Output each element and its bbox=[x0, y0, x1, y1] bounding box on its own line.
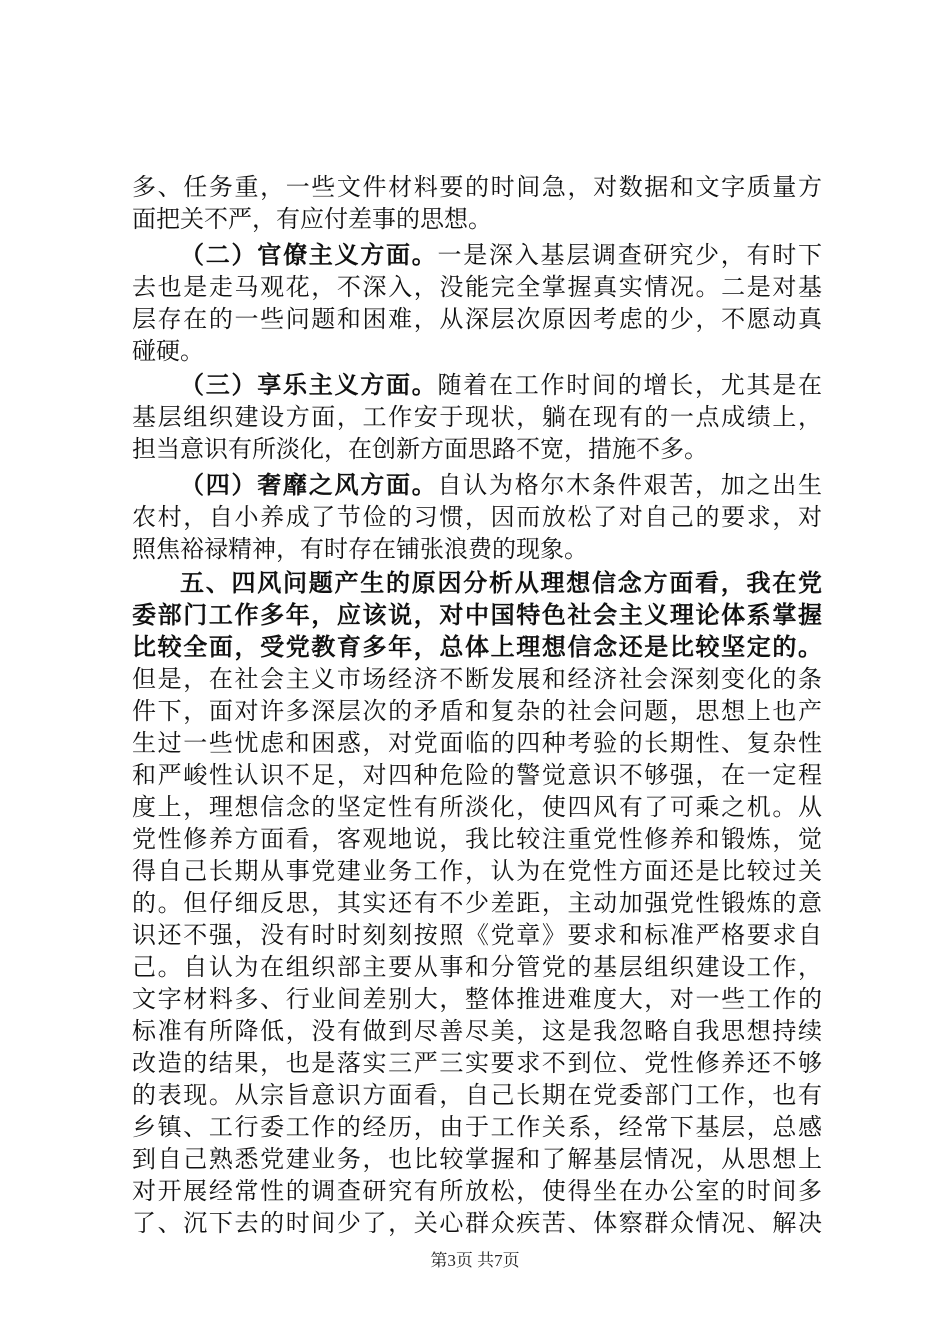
page-number: 第3页 共7页 bbox=[430, 1251, 520, 1270]
bold-text-line: 委部门工作多年，应该说，对中国特色社会主义理论体系掌握 bbox=[132, 601, 822, 629]
text-line: 多、任务重，一些文件材料要的时间急，对数据和文字质量方 bbox=[132, 173, 822, 201]
text-line: 识还不强，没有时时刻刻按照《党章》要求和标准严格要求自 bbox=[132, 921, 822, 949]
text-line: 党性修养方面看，客观地说，我比较注重党性修养和锻炼，觉 bbox=[132, 825, 822, 853]
section-heading: （四）奢靡之风方面。 bbox=[180, 471, 438, 499]
section-heading: （二）官僚主义方面。 bbox=[180, 241, 438, 269]
text-line: 去也是走马观花，不深入，没能完全掌握真实情况。二是对基 bbox=[132, 273, 822, 301]
section-heading: 五、四风问题产生的原因分析从理想信念方面看，我在党 bbox=[180, 569, 822, 597]
text-line: 照焦裕禄精神，有时存在铺张浪费的现象。 bbox=[132, 535, 588, 563]
text-line: 己。自认为在组织部主要从事和分管党的基层组织建设工作， bbox=[132, 953, 822, 981]
text-line: 面把关不严，有应付差事的思想。 bbox=[132, 205, 492, 233]
text-line: 乡镇、工行委工作的经历，由于工作关系，经常下基层，总感 bbox=[132, 1113, 822, 1141]
text-line: 度上，理想信念的坚定性有所淡化，使四风有了可乘之机。从 bbox=[132, 793, 822, 821]
text-line: 的。但仔细反思，其实还有不少差距，主动加强党性锻炼的意 bbox=[132, 889, 822, 917]
text-line: 改造的结果，也是落实三严三实要求不到位、党性修养还不够 bbox=[132, 1049, 822, 1077]
text-line: 碰硬。 bbox=[132, 337, 204, 365]
text-line: 到自己熟悉党建业务，也比较掌握和了解基层情况，从思想上 bbox=[132, 1145, 822, 1173]
text-line: 文字材料多、行业间差别大，整体推进难度大，对一些工作的 bbox=[132, 985, 822, 1013]
text-line: 层存在的一些问题和困难，从深层次原因考虑的少，不愿动真 bbox=[132, 305, 822, 333]
section-heading-line: （四）奢靡之风方面。自认为格尔木条件艰苦，加之出生 bbox=[180, 471, 822, 499]
text-line: 了、沉下去的时间少了，关心群众疾苦、体察群众情况、解决 bbox=[132, 1209, 822, 1237]
section-heading-line bbox=[180, 568, 822, 600]
text-line: 但是，在社会主义市场经济不断发展和经济社会深刻变化的条 bbox=[132, 665, 822, 693]
text-line: 担当意识有所淡化，在创新方面思路不宽，措施不多。 bbox=[132, 435, 708, 463]
text-line: 和严峻性认识不足，对四种危险的警觉意识不够强，在一定程 bbox=[132, 761, 822, 789]
text-line: 的表现。从宗旨意识方面看，自己长期在党委部门工作，也有 bbox=[132, 1081, 822, 1109]
text-line: 基层组织建设方面，工作安于现状，躺在现有的一点成绩上， bbox=[132, 403, 822, 431]
section-heading-line: （二）官僚主义方面。一是深入基层调查研究少，有时下 bbox=[180, 241, 822, 269]
text-line: 生过一些忧虑和困惑，对党面临的四种考验的长期性、复杂性 bbox=[132, 729, 822, 757]
text-line: 得自己长期从事党建业务工作，认为在党性方面还是比较过关 bbox=[132, 857, 822, 885]
section-heading: （三）享乐主义方面。 bbox=[180, 371, 438, 399]
text-line: 对开展经常性的调查研究有所放松，使得坐在办公室的时间多 bbox=[132, 1177, 822, 1205]
text-line: 标准有所降低，没有做到尽善尽美，这是我忽略自我思想持续 bbox=[132, 1017, 822, 1045]
bold-text-line: 比较全面，受党教育多年，总体上理想信念还是比较坚定的。 bbox=[132, 633, 822, 661]
text-line: 件下，面对许多深层次的矛盾和复杂的社会问题，思想上也产 bbox=[132, 697, 822, 725]
text-line: 农村，自小养成了节俭的习惯，因而放松了对自己的要求，对 bbox=[132, 503, 822, 531]
section-heading-line: （三）享乐主义方面。随着在工作时间的增长，尤其是在 bbox=[180, 371, 822, 399]
page-footer bbox=[0, 1246, 950, 1271]
